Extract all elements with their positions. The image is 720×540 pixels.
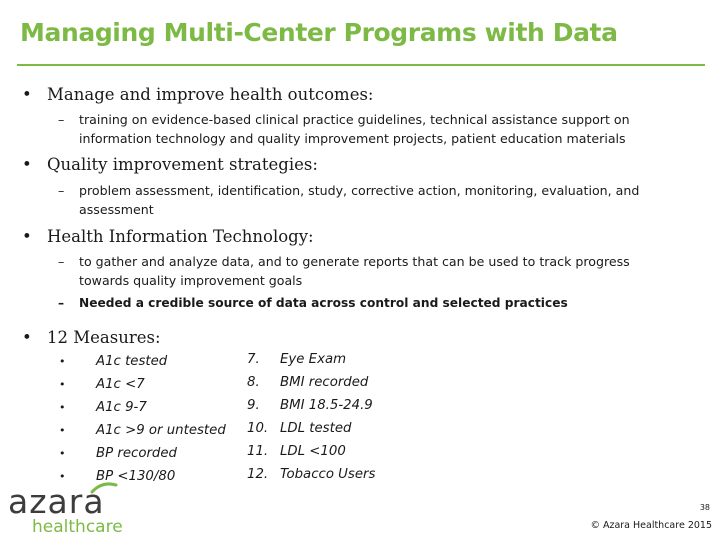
sub-bullet-text: Needed a credible source of data across control and selected practices: [79, 296, 568, 310]
bullet-marker: •: [59, 355, 66, 368]
sub-bullet-credible-source: [58, 294, 679, 313]
bullet-text: 12 Measures:: [47, 328, 161, 347]
bullet-health-it: [22, 227, 314, 246]
measure-number: 7.: [247, 352, 260, 367]
measure-label: A1c 9-7: [96, 400, 147, 415]
sub-bullet-gather-data: [58, 252, 659, 290]
measure-item: [59, 419, 226, 442]
bullet-marker: •: [22, 85, 32, 104]
sub-bullet-text: problem assessment, identification, study, corrective action, monitoring, evaluation, and assessment: [79, 183, 640, 217]
measure-label: A1c tested: [96, 354, 168, 369]
sub-bullet-problem-assessment: [58, 181, 679, 219]
copyright-text: © Azara Healthcare 2015: [590, 520, 712, 531]
measure-number: 10.: [247, 421, 269, 436]
measure-item: [247, 417, 375, 440]
bullet-marker: •: [22, 328, 32, 347]
measure-label: A1c >9 or untested: [96, 423, 226, 438]
dash-marker: –: [58, 112, 65, 127]
logo-wordmark-healthcare: healthcare: [32, 517, 123, 537]
measure-number: 11.: [247, 444, 269, 459]
azara-healthcare-logo: [8, 482, 148, 538]
measure-item: [59, 350, 226, 373]
measure-item: [59, 396, 226, 419]
bullet-marker: •: [59, 447, 66, 460]
bullet-text: Manage and improve health outcomes:: [47, 85, 374, 104]
measure-item: [59, 442, 226, 465]
title-divider: [17, 64, 705, 66]
sub-bullet-text: to gather and analyze data, and to generate reports that can be used to track progress towards quality improvement goals: [79, 254, 630, 288]
measure-label: BMI recorded: [280, 375, 369, 390]
bullet-marker: •: [59, 470, 66, 483]
bullet-text: Health Information Technology:: [47, 227, 314, 246]
slide-title: Managing Multi-Center Programs with Data: [20, 18, 618, 47]
bullet-text: Quality improvement strategies:: [47, 155, 318, 174]
sub-bullet-training: [58, 110, 679, 148]
measure-label: Eye Exam: [280, 352, 347, 367]
measure-item: [247, 463, 376, 486]
bullet-marker: •: [59, 424, 66, 437]
measures-list-left: [59, 350, 226, 488]
logo-swoosh-icon: [90, 482, 118, 494]
measure-number: 12.: [247, 467, 269, 482]
dash-marker: –: [58, 254, 65, 269]
measure-label: LDL <100: [280, 444, 346, 459]
dash-marker: –: [58, 183, 65, 198]
measure-label: BMI 18.5-24.9: [280, 398, 373, 413]
bullet-quality-strategies: [22, 155, 318, 174]
measure-number: 9.: [247, 398, 260, 413]
bullet-marker: •: [22, 155, 32, 174]
measure-label: BP recorded: [96, 446, 177, 461]
page-number: 38: [699, 503, 710, 512]
bullet-12-measures: [22, 328, 161, 347]
bullet-health-outcomes: [22, 85, 374, 104]
bullet-marker: •: [59, 401, 66, 414]
measure-label: BP <130/80: [96, 469, 176, 484]
measure-label: Tobacco Users: [280, 467, 376, 482]
sub-bullet-text: training on evidence-based clinical practice guidelines, technical assistance support on information technology and quality improvement projects, patient education materials: [79, 112, 630, 146]
measure-item: [59, 373, 226, 396]
measures-list-right: [247, 348, 376, 486]
bullet-marker: •: [22, 227, 32, 246]
measure-label: A1c <7: [96, 377, 145, 392]
measure-item: [247, 440, 375, 463]
measure-number: 8.: [247, 375, 260, 390]
dash-marker: –: [58, 296, 65, 310]
measure-label: LDL tested: [280, 421, 352, 436]
measure-item: [247, 348, 375, 371]
measure-item: [247, 371, 375, 394]
measure-item: [247, 394, 375, 417]
bullet-marker: •: [59, 378, 66, 391]
logo-wordmark-azara: azara: [8, 482, 105, 521]
